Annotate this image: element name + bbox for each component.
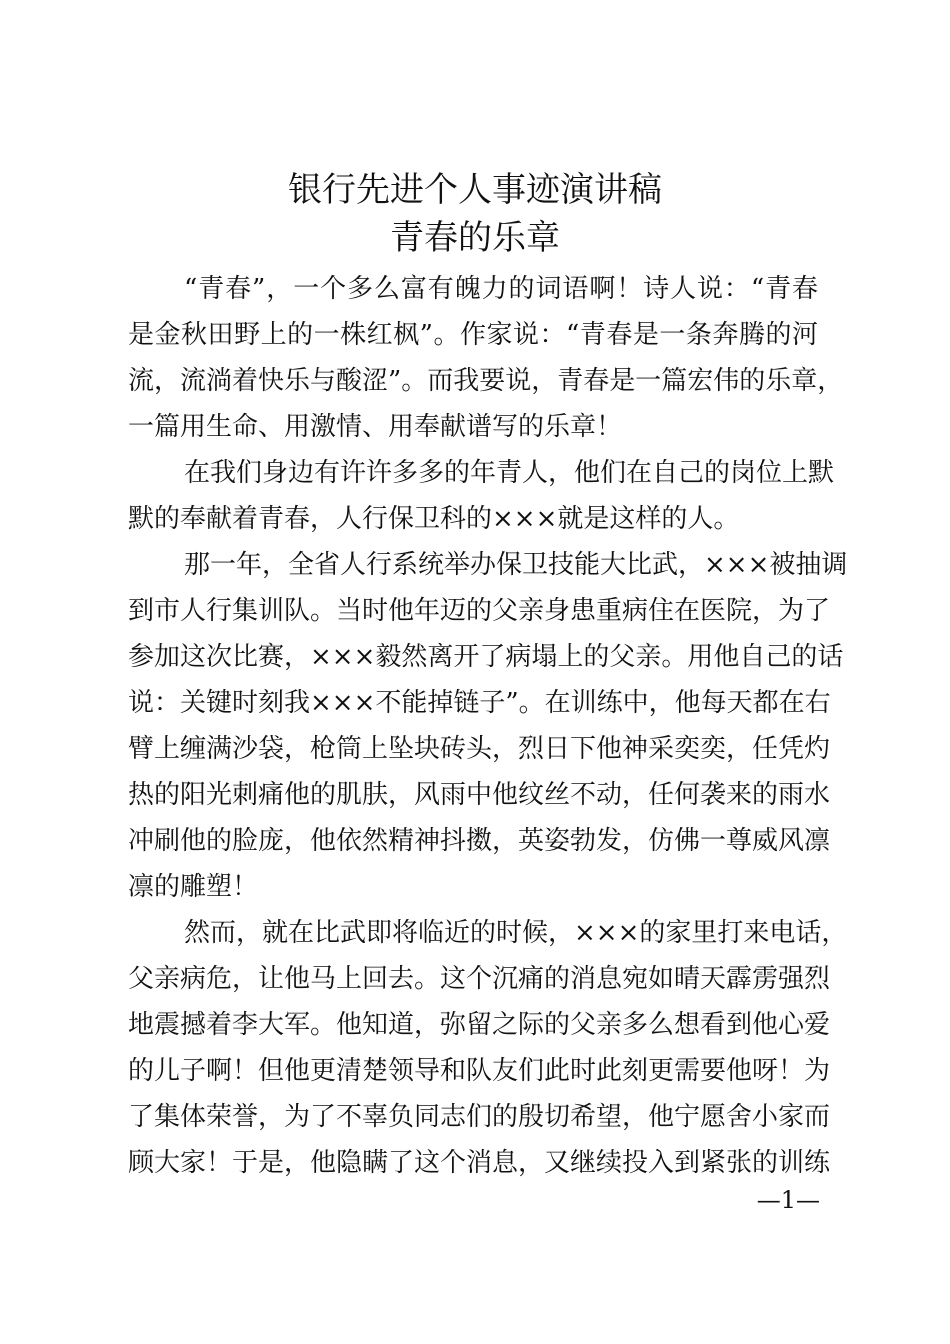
paragraph-line: 那一年，全省人行系统举办保卫技能大比武，×××被抽调 — [184, 550, 848, 580]
paragraph-line: 热的阳光刺痛他的肌肤，风雨中他纹丝不动，任何袭来的雨水 — [128, 780, 831, 810]
paragraph — [128, 266, 844, 450]
document-title: 银行先进个人事迹演讲稿 — [288, 170, 662, 210]
paragraph-line: 冲刷他的脸庞，他依然精神抖擞，英姿勃发，仿佛一尊威风凛 — [128, 826, 831, 856]
paragraph-line: 父亲病危，让他马上回去。这个沉痛的消息宛如晴天霹雳强烈 — [128, 964, 831, 994]
paragraph — [128, 450, 835, 542]
paragraph-line: 凛的雕塑！ — [128, 872, 259, 902]
paragraph-line: “青春”，一个多么富有魄力的词语啊！诗人说：“青春 — [184, 274, 818, 304]
paragraph-line: 在我们身边有许许多多的年青人，他们在自己的岗位上默 — [184, 458, 835, 488]
paragraph-line: 然而，就在比武即将临近的时候，×××的家里打来电话， — [184, 918, 848, 948]
paragraph — [128, 542, 848, 910]
paragraph-line: 了集体荣誉，为了不辜负同志们的殷切希望，他宁愿舍小家而 — [128, 1102, 831, 1132]
document-subtitle: 青春的乐章 — [390, 218, 560, 258]
paragraph-line: 流，流淌着快乐与酸涩”。而我要说，青春是一篇宏伟的乐章， — [128, 366, 844, 396]
paragraph — [128, 910, 848, 1186]
paragraph-line: 默的奉献着青春，人行保卫科的×××就是这样的人。 — [128, 504, 740, 534]
paragraph-line: 一篇用生命、用激情、用奉献谱写的乐章！ — [128, 412, 623, 442]
paragraph-line: 是金秋田野上的一株红枫”。作家说：“青春是一条奔腾的河 — [128, 320, 818, 350]
paragraph-line: 臂上缠满沙袋，枪筒上坠块砖头，烈日下他神采奕奕，任凭灼 — [128, 734, 831, 764]
paragraph-line: 的儿子啊！但他更清楚领导和队友们此时此刻更需要他呀！为 — [128, 1056, 831, 1086]
paragraph-line: 顾大家！于是，他隐瞒了这个消息，又继续投入到紧张的训练 — [128, 1148, 831, 1178]
page-number: —1— — [756, 1186, 820, 1214]
paragraph-line: 说：关键时刻我×××不能掉链子”。在训练中，他每天都在右 — [128, 688, 831, 718]
paragraph-line: 参加这次比赛，×××毅然离开了病塌上的父亲。用他自己的话 — [128, 642, 844, 672]
paragraph-line: 到市人行集训队。当时他年迈的父亲身患重病住在医院，为了 — [128, 596, 831, 626]
paragraph-line: 地震撼着李大军。他知道，弥留之际的父亲多么想看到他心爱 — [128, 1010, 831, 1040]
document-body — [128, 266, 848, 1186]
